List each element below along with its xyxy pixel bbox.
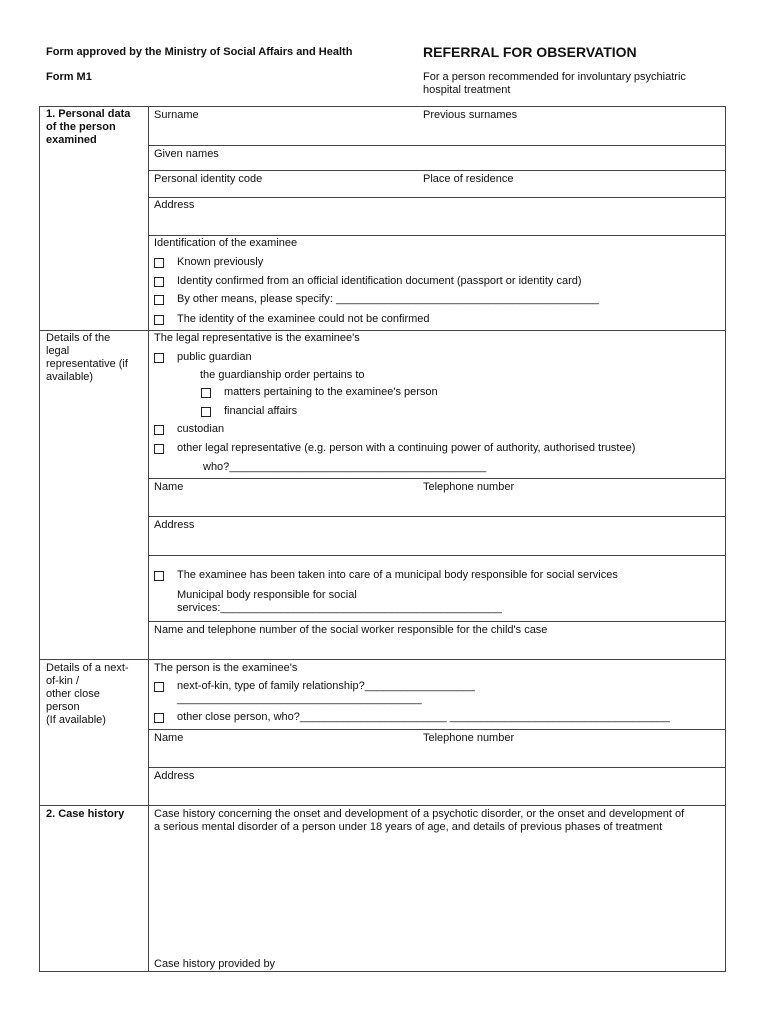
checkbox-icon[interactable] [154, 713, 164, 723]
legal-rep-phone-label: Telephone number [423, 481, 515, 493]
kin-name-label: Name [154, 732, 184, 744]
form-id: Form M1 [46, 71, 92, 83]
kin-label-l4: person [46, 701, 80, 713]
legal-rep-who-field[interactable]: who?__________________________________________ [203, 461, 487, 473]
municipal-body-field[interactable]: services:______________________________________________ [177, 602, 502, 614]
next-of-kin-field-line2[interactable]: ________________________________________ [177, 693, 422, 705]
section1-label-l1: 1. Personal data [46, 108, 131, 120]
section1-label-l3: examined [46, 134, 97, 146]
case-history-textarea[interactable] [150, 836, 724, 956]
page-title: REFERRAL FOR OBSERVATION [423, 44, 637, 60]
checkbox-icon[interactable] [154, 295, 164, 305]
legal-rep-name-label: Name [154, 481, 184, 493]
checkbox-icon[interactable] [154, 571, 164, 581]
legal-rep-heading: The legal representative is the examinee's [154, 332, 360, 344]
case-history-desc-l1: Case history concerning the onset and development of a psychotic disorder, or the onset and development of [154, 808, 685, 820]
place-of-residence-label: Place of residence [423, 173, 514, 185]
municipal-body-l1: Municipal body responsible for social [177, 589, 357, 601]
kin-address-label: Address [154, 770, 195, 782]
case-history-desc-l2: a serious mental disorder of a person under 18 years of age, and details of previous phases of treatment [154, 821, 663, 833]
checkbox-icon[interactable] [154, 277, 164, 287]
personal-identity-code-label: Personal identity code [154, 173, 263, 185]
previous-surnames-label: Previous surnames [423, 109, 518, 121]
checkbox-icon[interactable] [154, 353, 164, 363]
legal-label-l2: legal [46, 345, 70, 357]
checkbox-icon[interactable] [154, 444, 164, 454]
order-pertains-label: the guardianship order pertains to [200, 369, 365, 381]
kin-label-l3: other close [46, 688, 100, 700]
social-worker-label: Name and telephone number of the social worker responsible for the child's case [154, 624, 548, 636]
legal-label-l1: Details of the [46, 332, 111, 344]
checkbox-icon[interactable] [154, 425, 164, 435]
address-label: Address [154, 199, 195, 211]
legal-label-l4: available) [46, 371, 94, 383]
subtitle-line1: For a person recommended for involuntary psychiatric [423, 71, 686, 83]
subtitle-line2: hospital treatment [423, 84, 511, 96]
checkbox-icon[interactable] [154, 682, 164, 692]
checkbox-icon[interactable] [201, 388, 211, 398]
checkbox-icon[interactable] [154, 315, 164, 325]
legal-label-l3: representative (if [46, 358, 128, 370]
kin-label-l1: Details of a next- [46, 662, 129, 674]
checkbox-icon[interactable] [201, 407, 211, 417]
kin-heading: The person is the examinee's [154, 662, 298, 674]
kin-label-l5: (If available) [46, 714, 106, 726]
approval-note: Form approved by the Ministry of Social Affairs and Health [46, 46, 353, 58]
checkbox-icon[interactable] [154, 258, 164, 268]
section1-label-l2: of the person [46, 121, 116, 133]
kin-label-l2: of-kin / [46, 675, 80, 687]
surname-label: Surname [154, 109, 199, 121]
given-names-label: Given names [154, 148, 219, 160]
kin-phone-label: Telephone number [423, 732, 515, 744]
section2-label: 2. Case history [46, 808, 125, 820]
legal-rep-address-label: Address [154, 519, 195, 531]
identification-heading: Identification of the examinee [154, 237, 298, 249]
case-history-provided-by-label: Case history provided by [154, 958, 276, 970]
